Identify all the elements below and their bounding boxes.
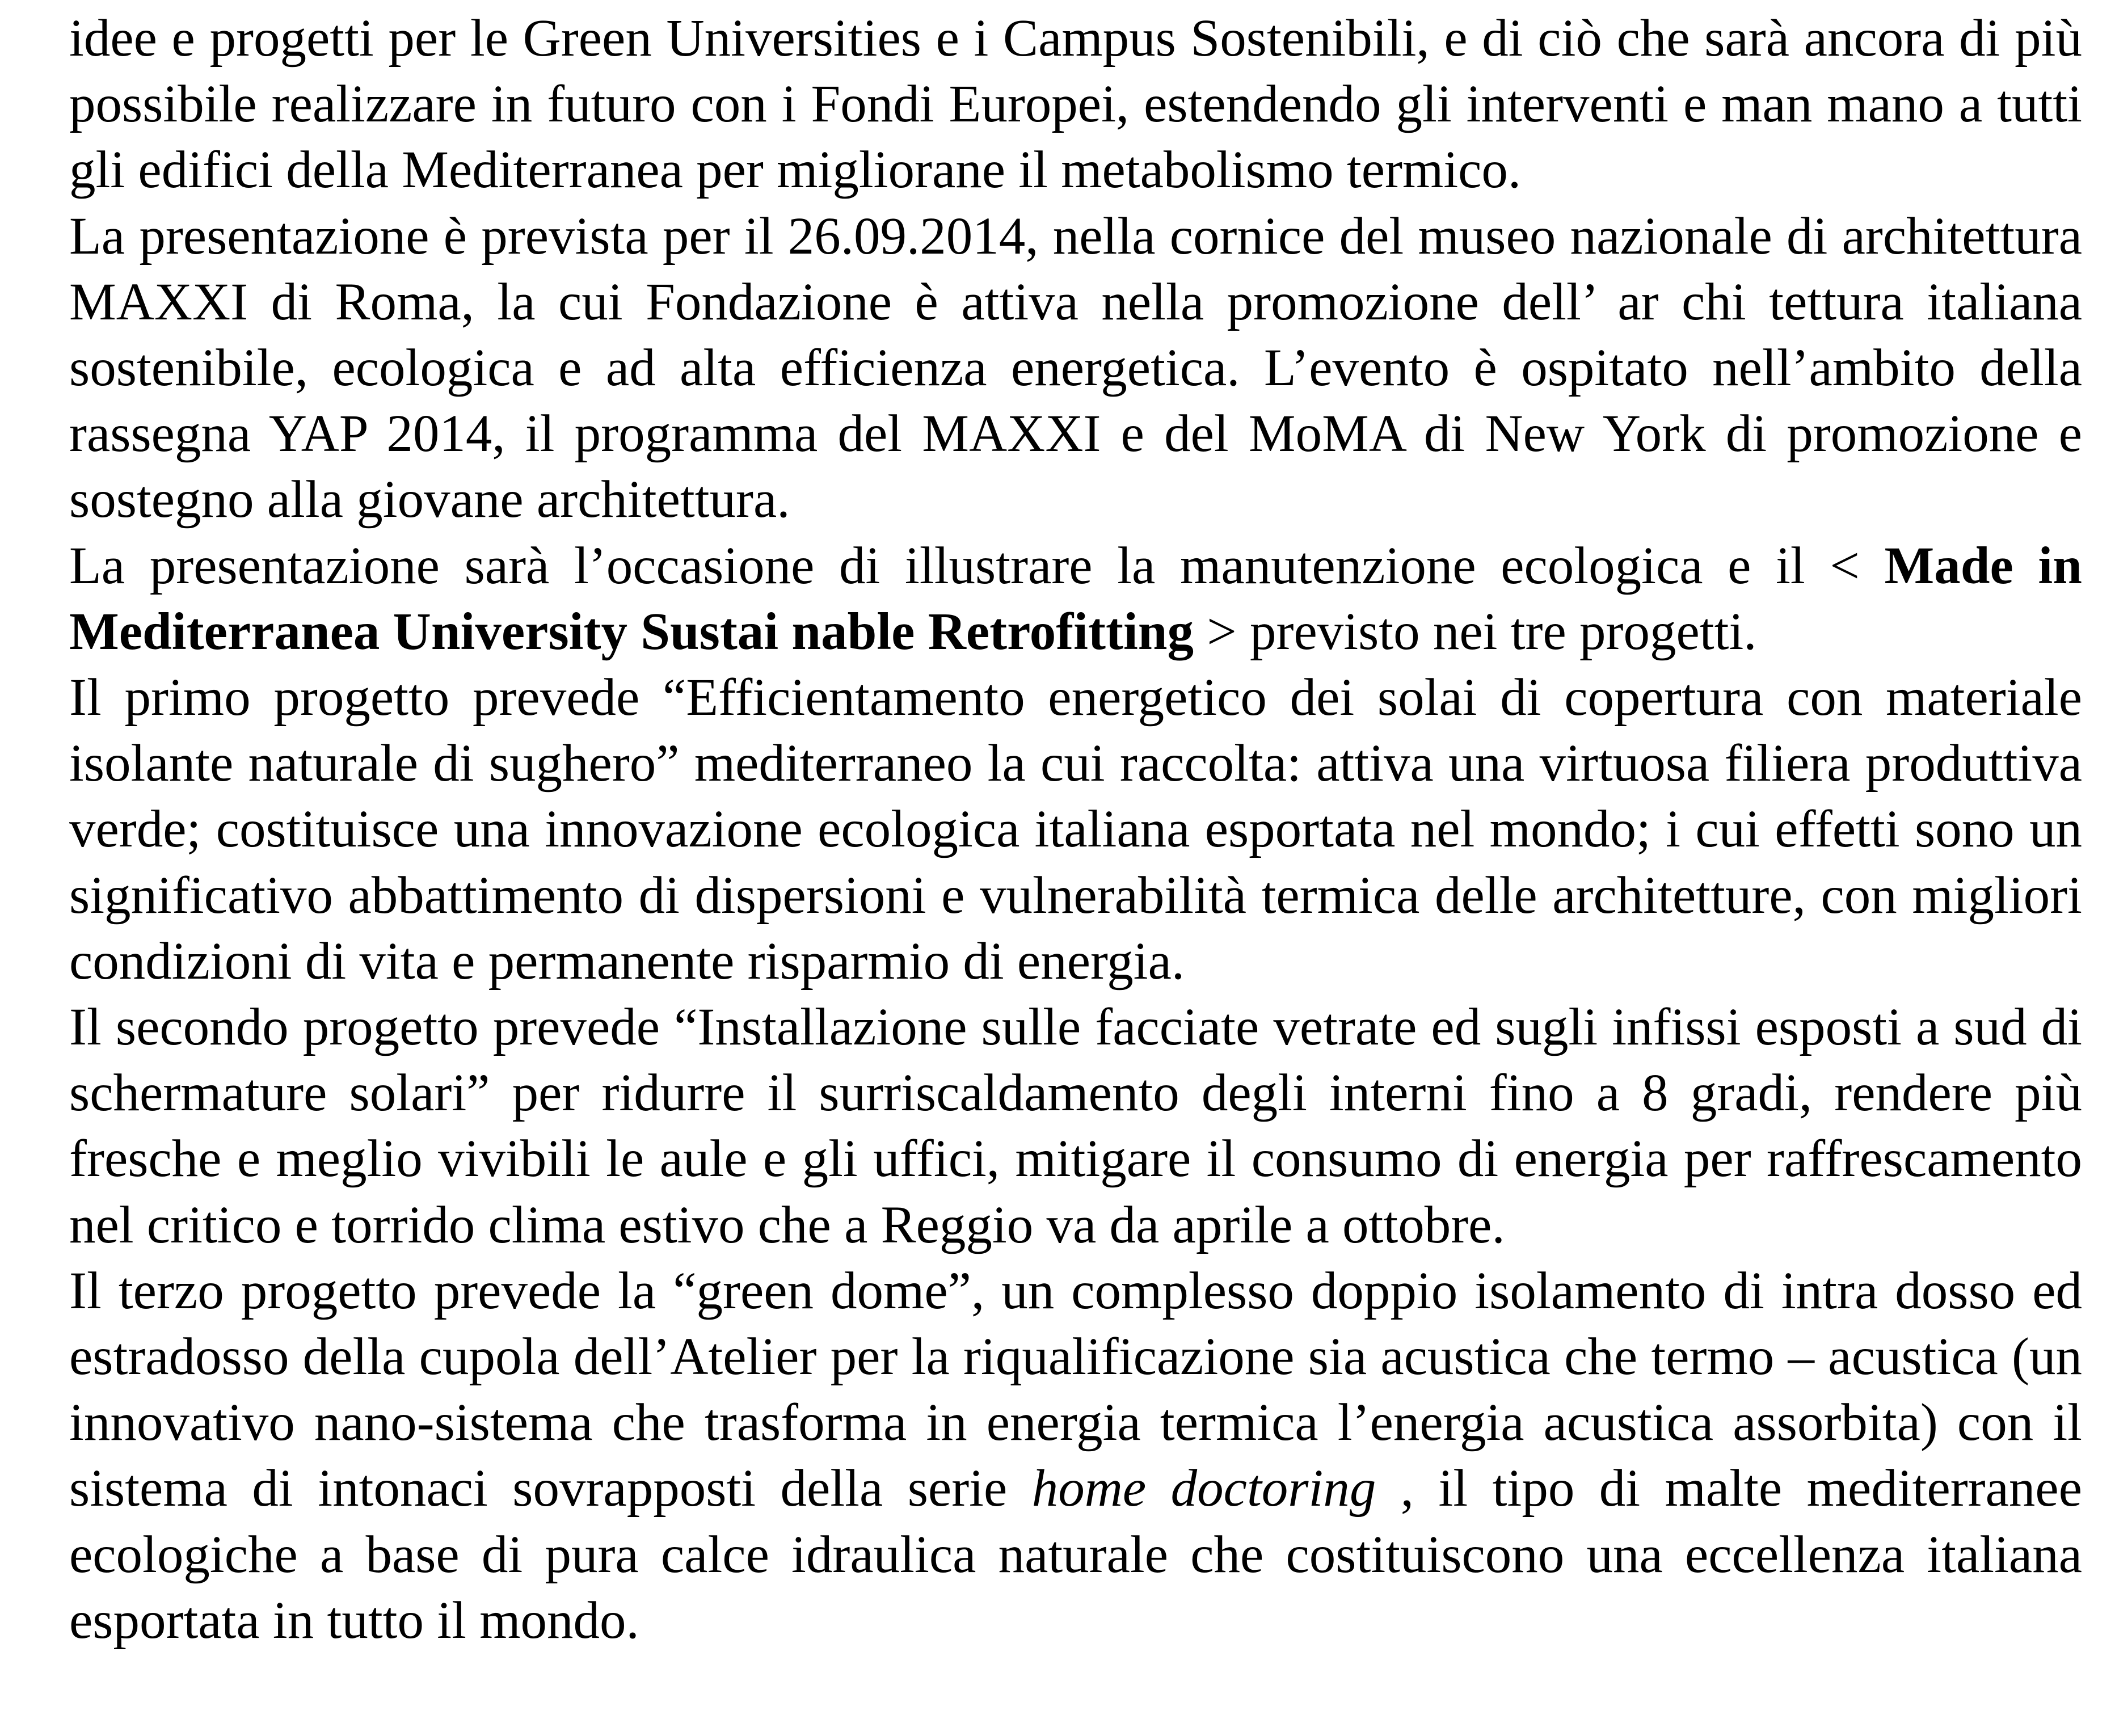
third-project-lead-text: Il terzo progetto prevede la “green dome”, un complesso doppio isolamento di intra dosso ed estradosso della cupola dell’Atelier per la riqualificazione sia acustica che termo – acustica (un innovativo nano-sistema che trasforma in energia termica l’energia acustica assorbita) con il sistema di intonaci sovrapposti della serie	[69, 1261, 2082, 1518]
paragraph-third-project	[69, 1258, 2082, 1654]
presentation-purpose-tail-text: > previsto nei tre progetti.	[1194, 602, 1757, 661]
home-doctoring-series-name: home doctoring	[1031, 1459, 1376, 1518]
document-page	[69, 6, 2082, 1654]
paragraph-first-project: Il primo progetto prevede “Efficientamento energetico dei solai di copertura con materiale isolante naturale di sughero” mediterraneo la cui raccolta: attiva una virtuosa filiera produttiva verde; costituisce una innovazione ecologica italiana esportata nel mondo; i cui effetti sono un significativo abbattimento di dispersioni e vulnerabilità termica delle architetture, con migliori condizioni di vita e permanente risparmio di energia.	[69, 668, 2082, 991]
paragraph-presentation-date: La presentazione è prevista per il 26.09.2014, nella cornice del museo nazionale di architettura MAXXI di Roma, la cui Fondazione è attiva nella promozione dell’ ar chi tettura italiana sostenibile, ecologica e ad alta efficienza energetica. L’evento è ospitato nell’ambito della rassegna YAP 2014, il programma del MAXXI e del MoMA di New York di promozione e sostegno alla giovane architettura.	[69, 207, 2082, 529]
third-project-tail-text: , il tipo di malte mediterranee ecologiche a base di pura calce idraulica naturale che costituiscono una eccellenza italiana esportata in tutto il mondo.	[69, 1459, 2082, 1650]
presentation-purpose-lead-text: La presentazione sarà l’occasione di illustrare la manutenzione ecologica e il <	[69, 536, 1885, 595]
paragraph-presentation-purpose	[69, 533, 2082, 665]
paragraph-intro-continuation: idee e progetti per le Green Universities e i Campus Sostenibili, e di ciò che sarà ancora di più possibile realizzare in futuro con i Fondi Europei, estendendo gli interventi e man mano a tutti gli edifici della Mediterranea per migliorane il metabolismo termico.	[69, 9, 2082, 200]
retrofitting-program-title: Made in Mediterranea University Sustai nable Retrofitting	[69, 536, 2082, 661]
paragraph-second-project: Il secondo progetto prevede “Installazione sulle facciate vetrate ed sugli infissi esposti a sud di schermature solari” per ridurre il surriscaldamento degli interni fino a 8 gradi, rendere più fresche e meglio vivibili le aule e gli uffici, mitigare il consumo di energia per raffrescamento nel critico e torrido clima estivo che a Reggio va da aprile a ottobre.	[69, 998, 2082, 1254]
